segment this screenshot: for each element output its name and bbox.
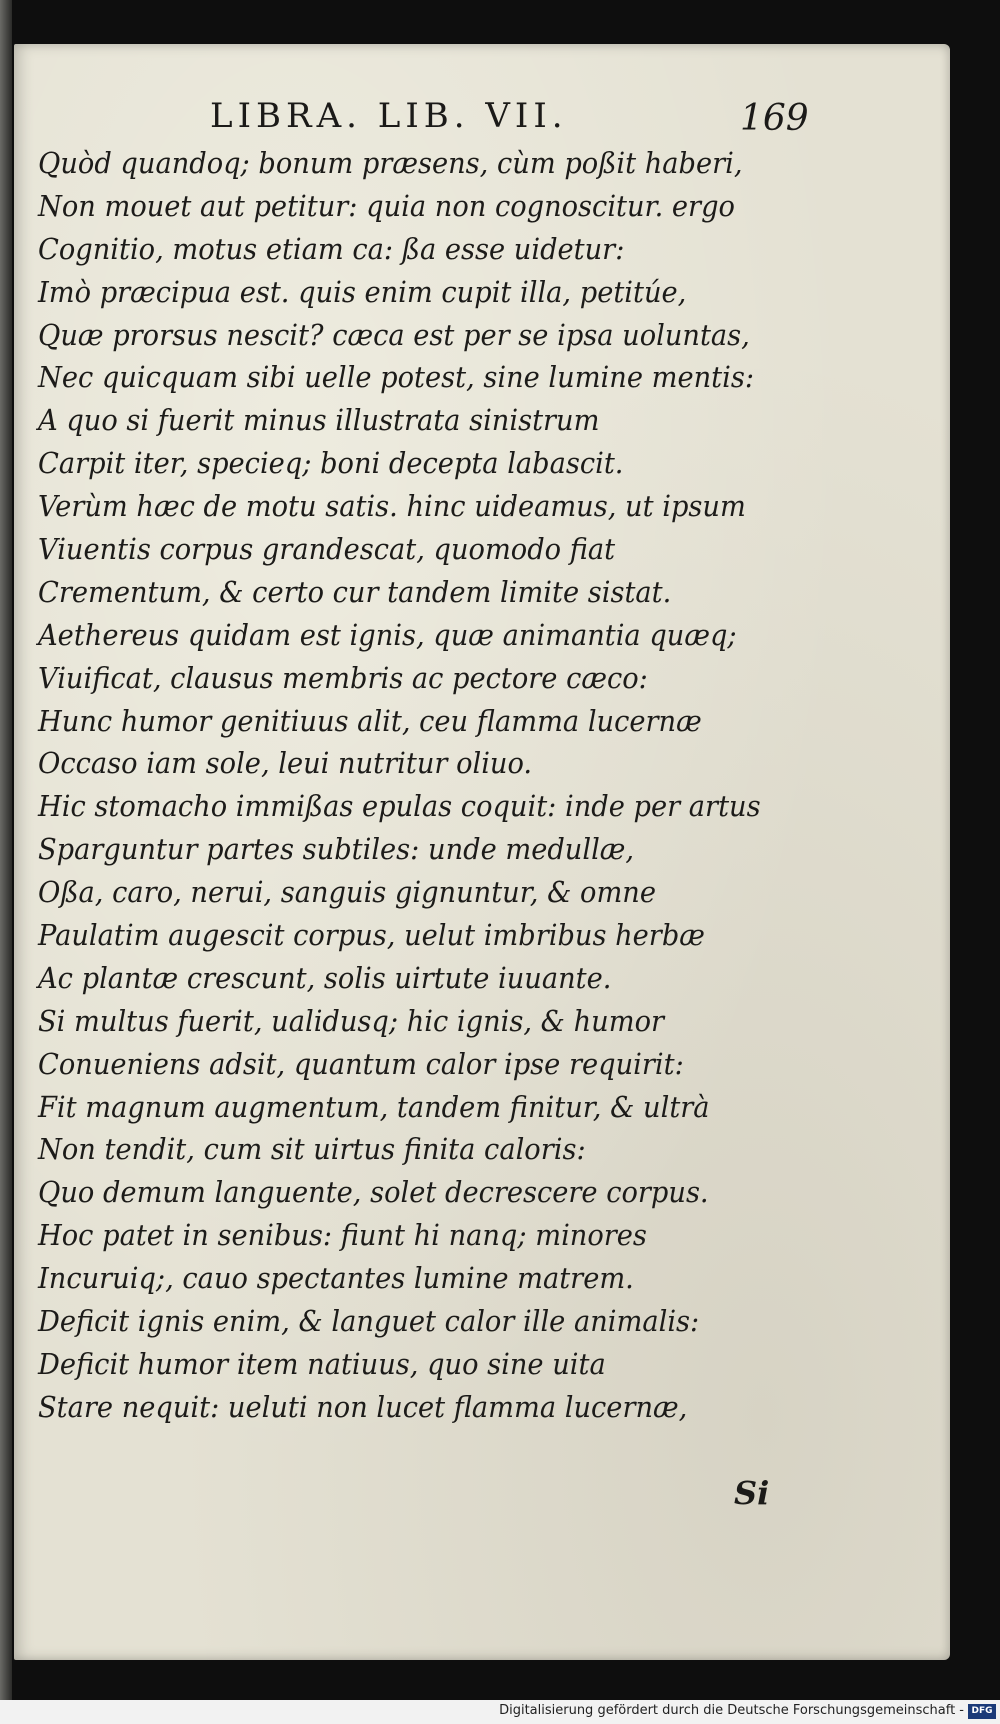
- book-spine-edge: [0, 0, 12, 1724]
- verse-line: Occaso iam sole, leui nutritur oliuo.: [38, 746, 533, 781]
- verse-line: Conueniens adsit, quantum calor ipse requirit:: [38, 1046, 684, 1081]
- verse-text: [38, 142, 818, 1429]
- verse-line: Ac plantæ crescunt, solis uirtute iuuante.: [38, 960, 612, 995]
- verse-line: Sparguntur partes subtiles: unde medullæ,: [38, 832, 635, 867]
- verse-line: Si multus fuerit, ualidusq; hic ignis, & humor: [38, 1003, 665, 1038]
- verse-line: Incuruiq;, cauo spectantes lumine matrem.: [38, 1261, 634, 1296]
- funding-note: Digitalisierung gefördert durch die Deutsche Forschungsgemeinschaft -: [499, 1703, 964, 1718]
- page-number: 169: [740, 98, 809, 139]
- verse-line: Verùm hæc de motu satis. hinc uideamus, ut ipsum: [38, 489, 746, 524]
- verse-line: Imò præcipua est. quis enim cupit illa, petitúe,: [38, 274, 687, 309]
- verse-line: Hunc humor genitiuus alit, ceu flamma lucernæ: [38, 703, 702, 738]
- catchword: Si: [734, 1474, 770, 1512]
- verse-line: Stare nequit: ueluti non lucet flamma lucernæ,: [38, 1389, 688, 1424]
- verse-line: Hoc patet in senibus: fiunt hi nanq; minores: [38, 1218, 647, 1253]
- verse-line: Hic stomacho immißas epulas coquit: inde per artus: [38, 789, 761, 824]
- verse-line: Quòd quandoq; bonum præsens, cùm poßit haberi,: [38, 146, 743, 180]
- verse-line: Viuificat, clausus membris ac pectore cæco:: [38, 660, 648, 695]
- verse-line: Fit magnum augmentum, tandem finitur, & ultrà: [38, 1089, 710, 1124]
- verse-line: A quo si fuerit minus illustrata sinistrum: [38, 403, 600, 438]
- verse-line: Carpit iter, specieq; boni decepta labascit.: [38, 446, 624, 481]
- verse-line: Oßa, caro, nerui, sanguis gignuntur, & omne: [38, 875, 656, 910]
- verse-line: Deficit ignis enim, & languet calor ille animalis:: [38, 1304, 700, 1339]
- verse-line: Non tendit, cum sit uirtus finita caloris:: [38, 1132, 586, 1167]
- running-head: LIBRA. LIB. VII.: [210, 96, 568, 136]
- verse-line: Viuentis corpus grandescat, quomodo fiat: [38, 532, 616, 567]
- verse-line: Deficit humor item natiuus, quo sine uita: [38, 1346, 606, 1381]
- dfg-logo[interactable]: DFG: [968, 1704, 996, 1719]
- verse-line: Paulatim augescit corpus, uelut imbribus herbæ: [38, 918, 705, 953]
- verse-line: Non mouet aut petitur: quia non cognoscitur. ergo: [38, 188, 735, 223]
- digitization-footer: [0, 1700, 1000, 1724]
- verse-line: Quo demum languente, solet decrescere corpus.: [38, 1175, 709, 1210]
- verse-line: Nec quicquam sibi uelle potest, sine lumine mentis:: [38, 360, 755, 395]
- verse-line: Cognitio, motus etiam ca: ßa esse uidetur:: [38, 231, 625, 266]
- verse-line: Quæ prorsus nescit? cæca est per se ipsa uoluntas,: [38, 317, 750, 352]
- verse-line: Crementum, & certo cur tandem limite sistat.: [38, 574, 672, 609]
- verse-line: Aethereus quidam est ignis, quæ animantia quæq;: [38, 617, 737, 652]
